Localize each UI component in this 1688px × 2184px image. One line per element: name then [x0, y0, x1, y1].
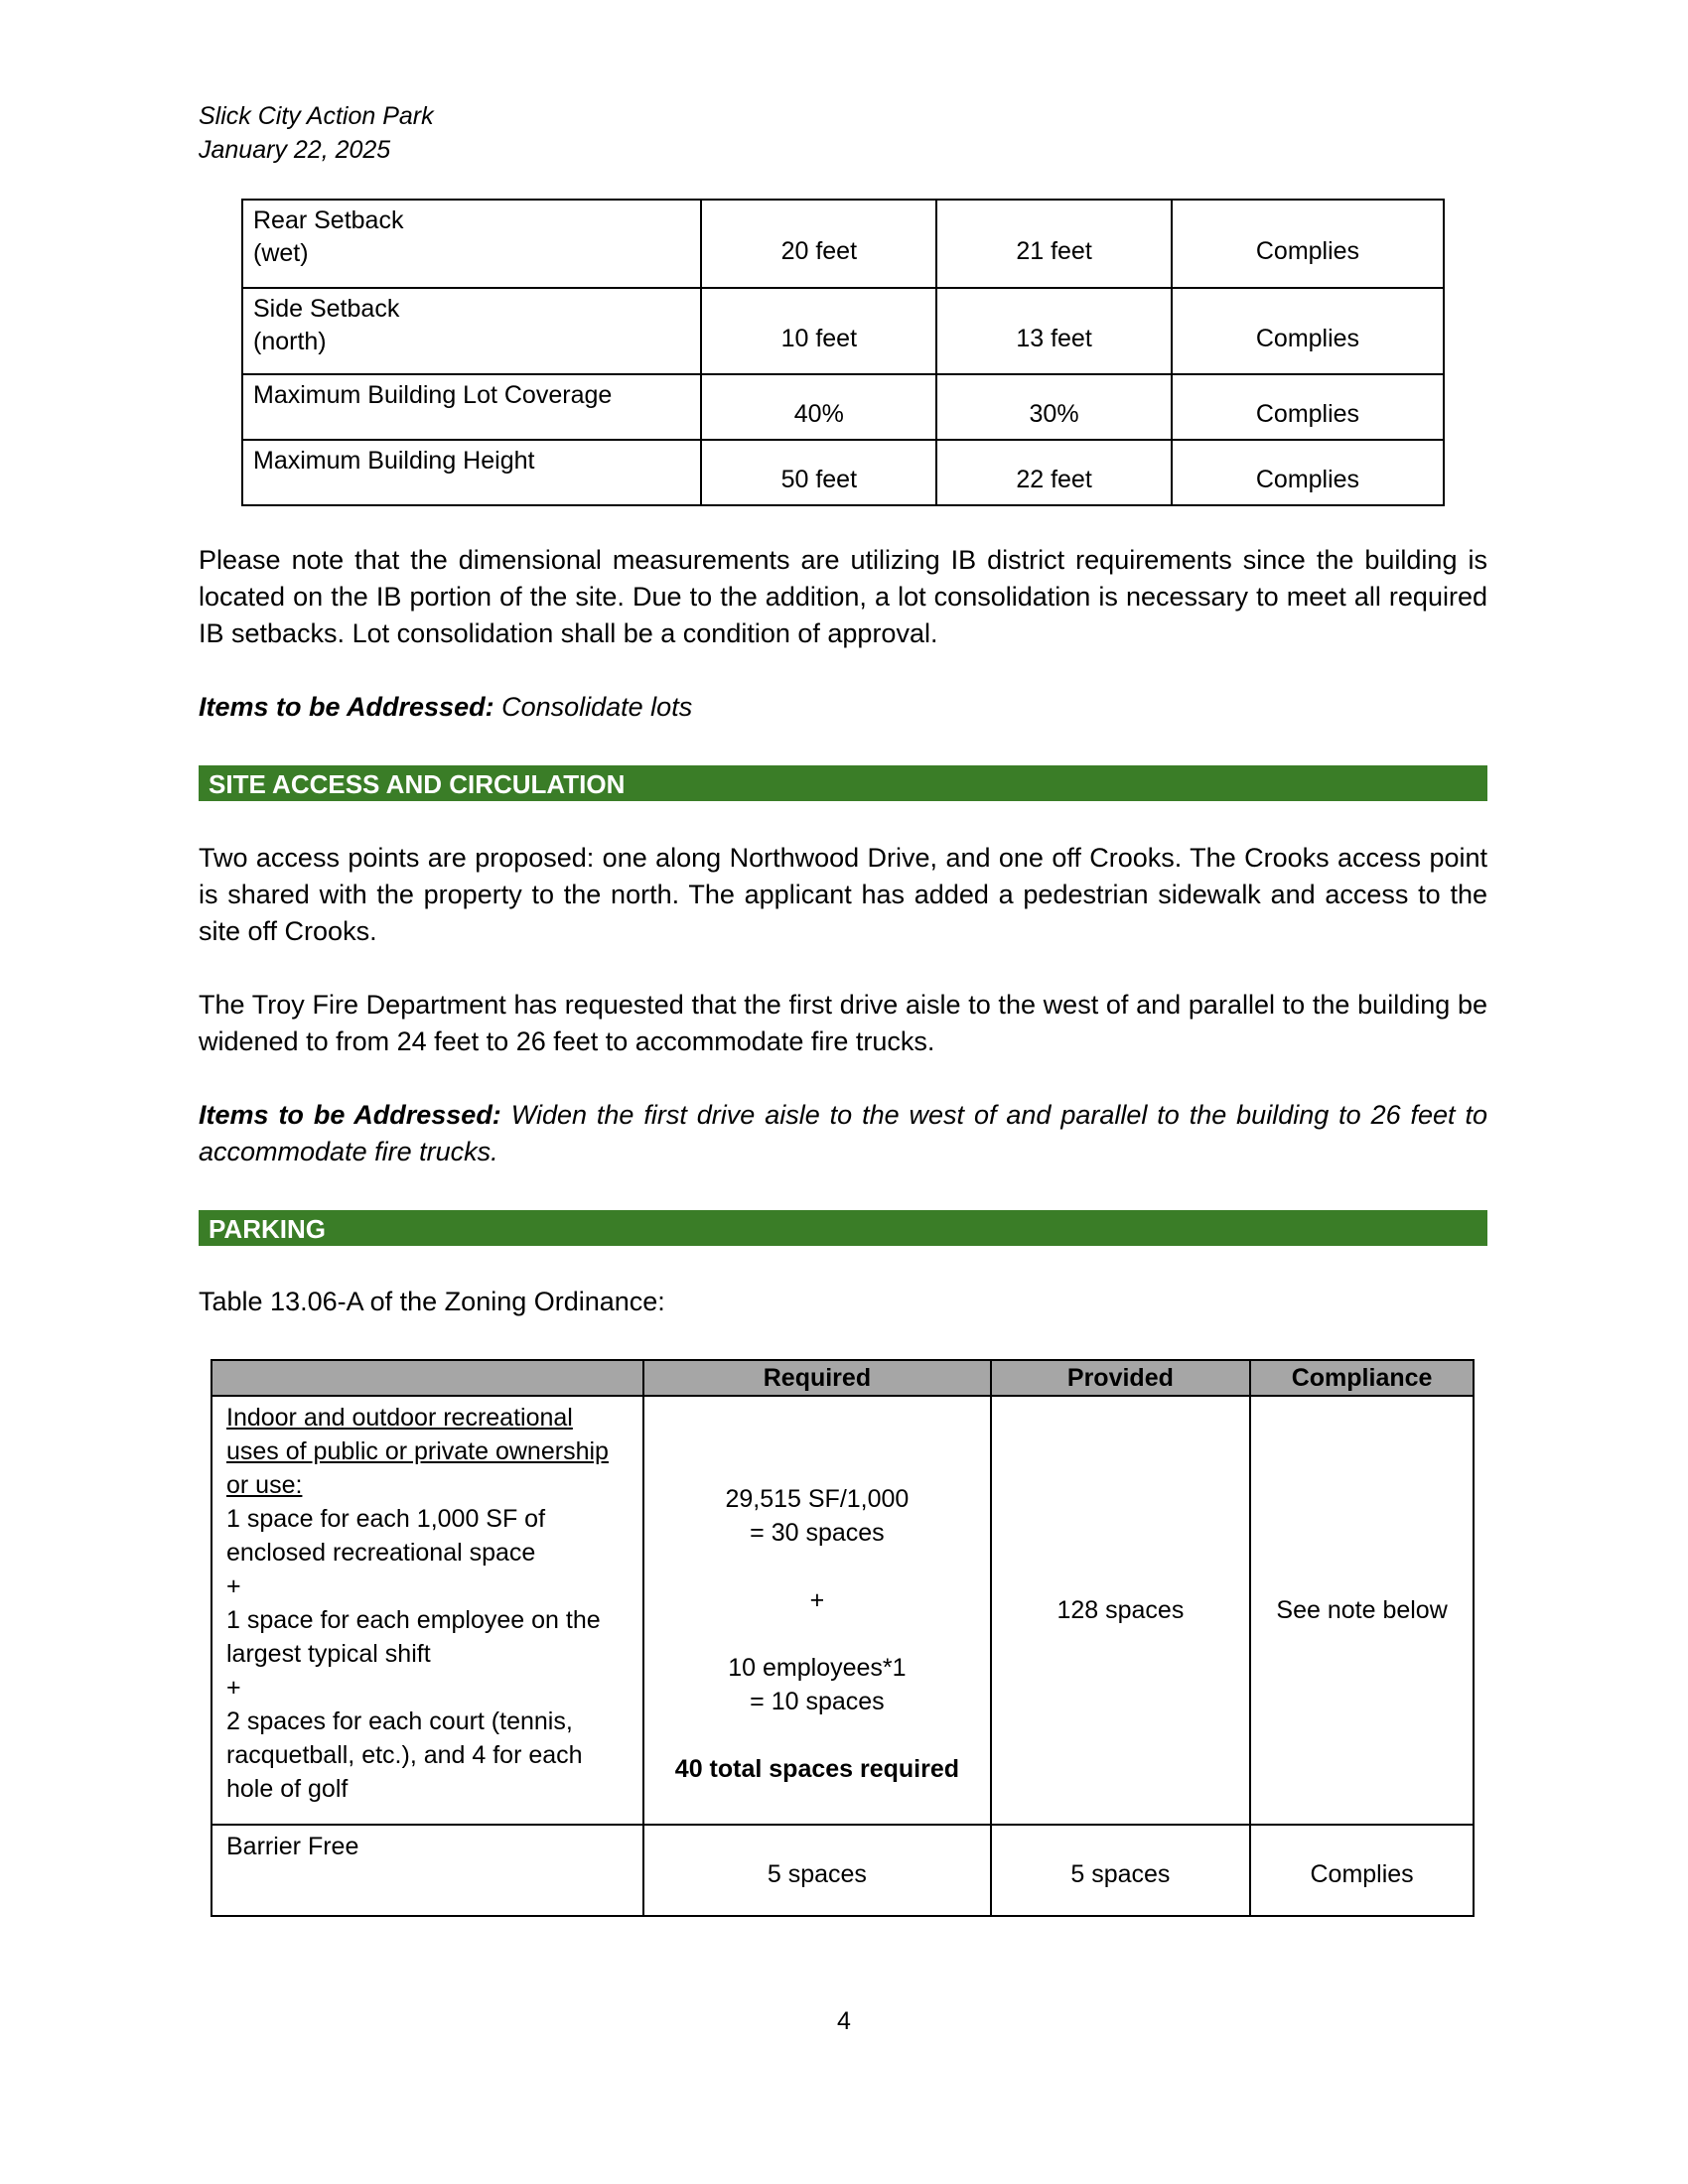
compliance-cell: Complies — [1172, 288, 1444, 374]
header-cell-required: Required — [643, 1360, 990, 1396]
use-title: Indoor and outdoor recreational uses of public or private ownership or use: — [226, 1404, 609, 1499]
table-header-row — [211, 1360, 1474, 1396]
barrier-free-provided: 5 spaces — [991, 1825, 1251, 1916]
required-calculation-cell — [643, 1396, 990, 1825]
access-paragraph: Two access points are proposed: one along Northwood Drive, and one off Crooks. The Crooks access point is shared with the property to the north. The applicant has added a pedestrian sidewalk and access to the site off Crooks. — [199, 843, 1487, 946]
use-description-cell — [211, 1396, 643, 1825]
dimensional-requirements-table — [241, 199, 1445, 506]
compliance-cell: Complies — [1172, 440, 1444, 505]
items-label: Items to be Addressed: — [199, 692, 494, 722]
use-line: 2 spaces for each court (tennis, racquetball, etc.), and 4 for each hole of golf — [226, 1707, 583, 1803]
provided-cell: 22 feet — [936, 440, 1172, 505]
section-heading-site-access: SITE ACCESS AND CIRCULATION — [199, 765, 1487, 801]
calc-line: 10 employees*1 — [728, 1653, 907, 1682]
provided-cell: 30% — [936, 374, 1172, 440]
compliance-cell: Complies — [1172, 374, 1444, 440]
use-line: + — [226, 1674, 241, 1702]
header-project-name: Slick City Action Park — [199, 102, 434, 130]
calc-line: + — [809, 1585, 825, 1614]
required-cell: 10 feet — [701, 288, 936, 374]
provided-cell: 21 feet — [936, 200, 1172, 288]
row-label: Maximum Building Height — [242, 440, 701, 505]
page-number: 4 — [837, 2007, 851, 2035]
items-to-address-drive-aisle — [199, 1097, 1487, 1170]
calc-line: = 30 spaces — [750, 1518, 885, 1547]
items-to-address-lots — [199, 689, 1487, 726]
use-line: 1 space for each 1,000 SF of enclosed recreational space — [226, 1505, 546, 1567]
compliance-cell: See note below — [1250, 1396, 1474, 1825]
table-row — [211, 1825, 1474, 1916]
required-cell: 50 feet — [701, 440, 936, 505]
provided-cell: 128 spaces — [991, 1396, 1251, 1825]
items-label: Items to be Addressed: — [199, 1100, 501, 1130]
parking-requirements-table — [211, 1359, 1475, 1917]
provided-cell: 13 feet — [936, 288, 1172, 374]
calc-line: 29,515 SF/1,000 — [725, 1484, 910, 1513]
items-text: Widen the first drive aisle to the west of and parallel to the building to 26 feet to accommodate fire trucks. — [199, 1100, 1487, 1166]
use-line: + — [226, 1572, 241, 1600]
barrier-free-required: 5 spaces — [643, 1825, 990, 1916]
row-label: Rear Setback (wet) — [242, 200, 701, 288]
section-heading-parking: PARKING — [199, 1210, 1487, 1246]
header-cell-compliance: Compliance — [1250, 1360, 1474, 1396]
header-cell-provided: Provided — [991, 1360, 1251, 1396]
table-row — [211, 1396, 1474, 1825]
table-row — [242, 200, 1444, 288]
required-total: 40 total spaces required — [674, 1754, 960, 1783]
table-row — [242, 288, 1444, 374]
calc-line: = 10 spaces — [750, 1687, 885, 1715]
row-label: Side Setback (north) — [242, 288, 701, 374]
row-label: Maximum Building Lot Coverage — [242, 374, 701, 440]
table-row — [242, 440, 1444, 505]
table-caption: Table 13.06-A of the Zoning Ordinance: — [199, 1287, 665, 1316]
fire-department-paragraph: The Troy Fire Department has requested that the first drive aisle to the west of and parallel to the building be widened to from 24 feet to 26 feet to accommodate fire trucks. — [199, 990, 1487, 1056]
items-text: Consolidate lots — [493, 692, 693, 722]
header-date: January 22, 2025 — [199, 136, 391, 164]
page-header — [199, 99, 434, 167]
compliance-cell: Complies — [1172, 200, 1444, 288]
barrier-free-compliance: Complies — [1250, 1825, 1474, 1916]
required-cell: 20 feet — [701, 200, 936, 288]
barrier-free-label: Barrier Free — [211, 1825, 643, 1916]
required-cell: 40% — [701, 374, 936, 440]
table-row — [242, 374, 1444, 440]
dimensional-note-paragraph: Please note that the dimensional measurements are utilizing IB district requirements since the building is located on the IB portion of the site. Due to the addition, a lot consolidation is necessary to meet all required IB setbacks. Lot consolidation shall be a condition of approval. — [199, 545, 1487, 648]
header-cell-use — [211, 1360, 643, 1396]
use-line: 1 space for each employee on the largest typical shift — [226, 1606, 601, 1668]
